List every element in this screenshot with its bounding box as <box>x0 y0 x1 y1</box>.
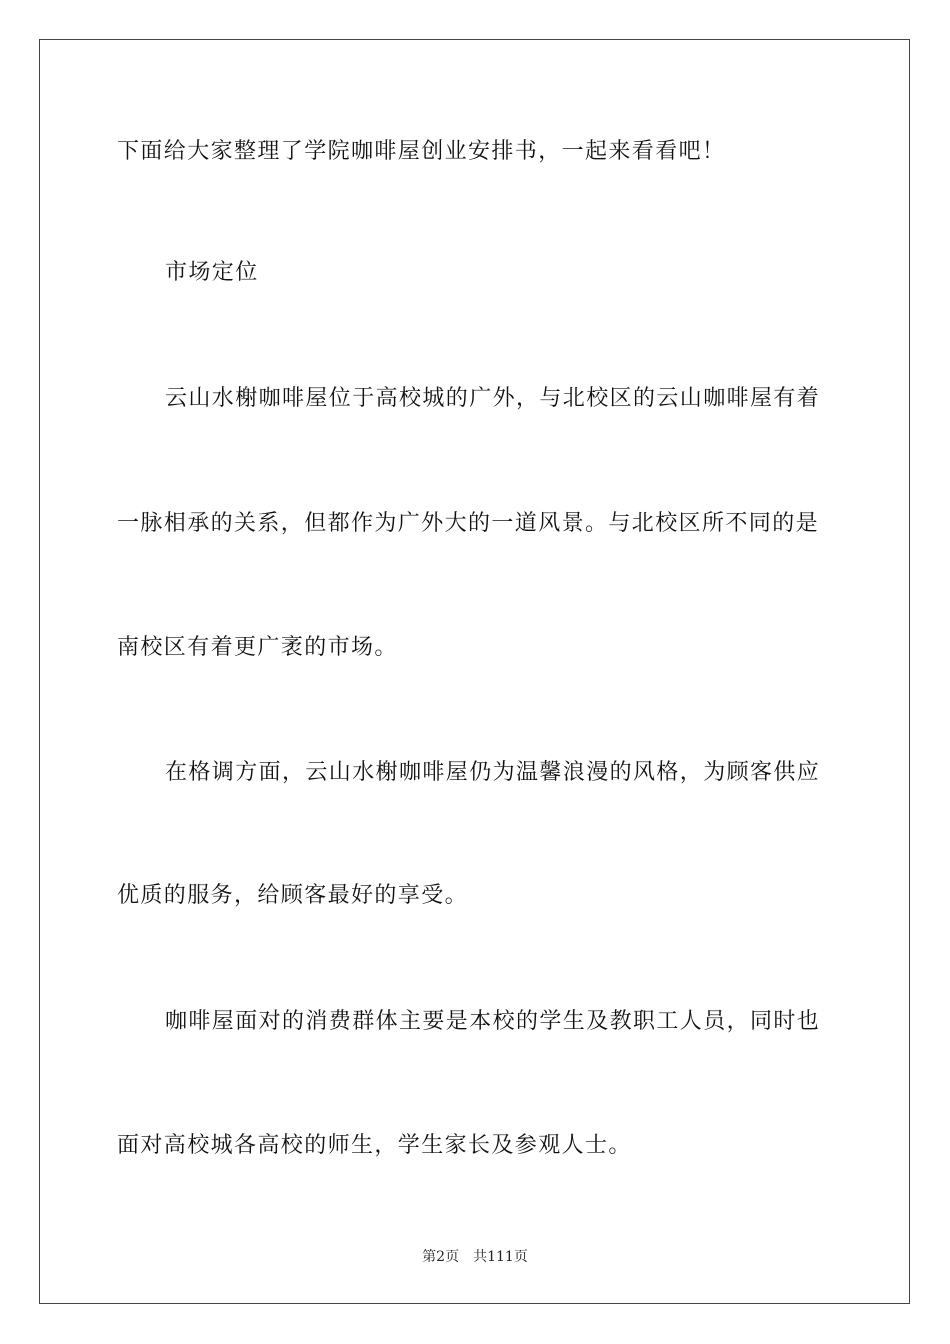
paragraph-line: 云山水榭咖啡屋位于高校城的广外，与北校区的云山咖啡屋有着 <box>165 386 821 411</box>
page-number: 第2页 <box>422 1249 460 1265</box>
section-heading: 市场定位 <box>165 260 259 285</box>
page-border <box>39 39 910 1304</box>
page-footer <box>0 1247 950 1267</box>
paragraph-line: 咖啡屋面对的消费群体主要是本校的学生及教职工人员，同时也 <box>165 1009 821 1034</box>
paragraph-line: 南校区有着更广袤的市场。 <box>117 635 398 660</box>
paragraph-line: 一脉相承的关系，但都作为广外大的一道风景。与北校区所不同的是 <box>117 511 820 536</box>
paragraph-line: 优质的服务，给顾客最好的享受。 <box>117 883 469 908</box>
paragraph-line: 在格调方面，云山水榭咖啡屋仍为温馨浪漫的风格，为顾客供应 <box>165 760 821 785</box>
page-total: 共111页 <box>473 1249 528 1265</box>
paragraph-line: 面对高校城各高校的师生，学生家长及参观人士。 <box>117 1133 632 1158</box>
intro-paragraph: 下面给大家整理了学院咖啡屋创业安排书，一起来看看吧！ <box>117 139 726 164</box>
